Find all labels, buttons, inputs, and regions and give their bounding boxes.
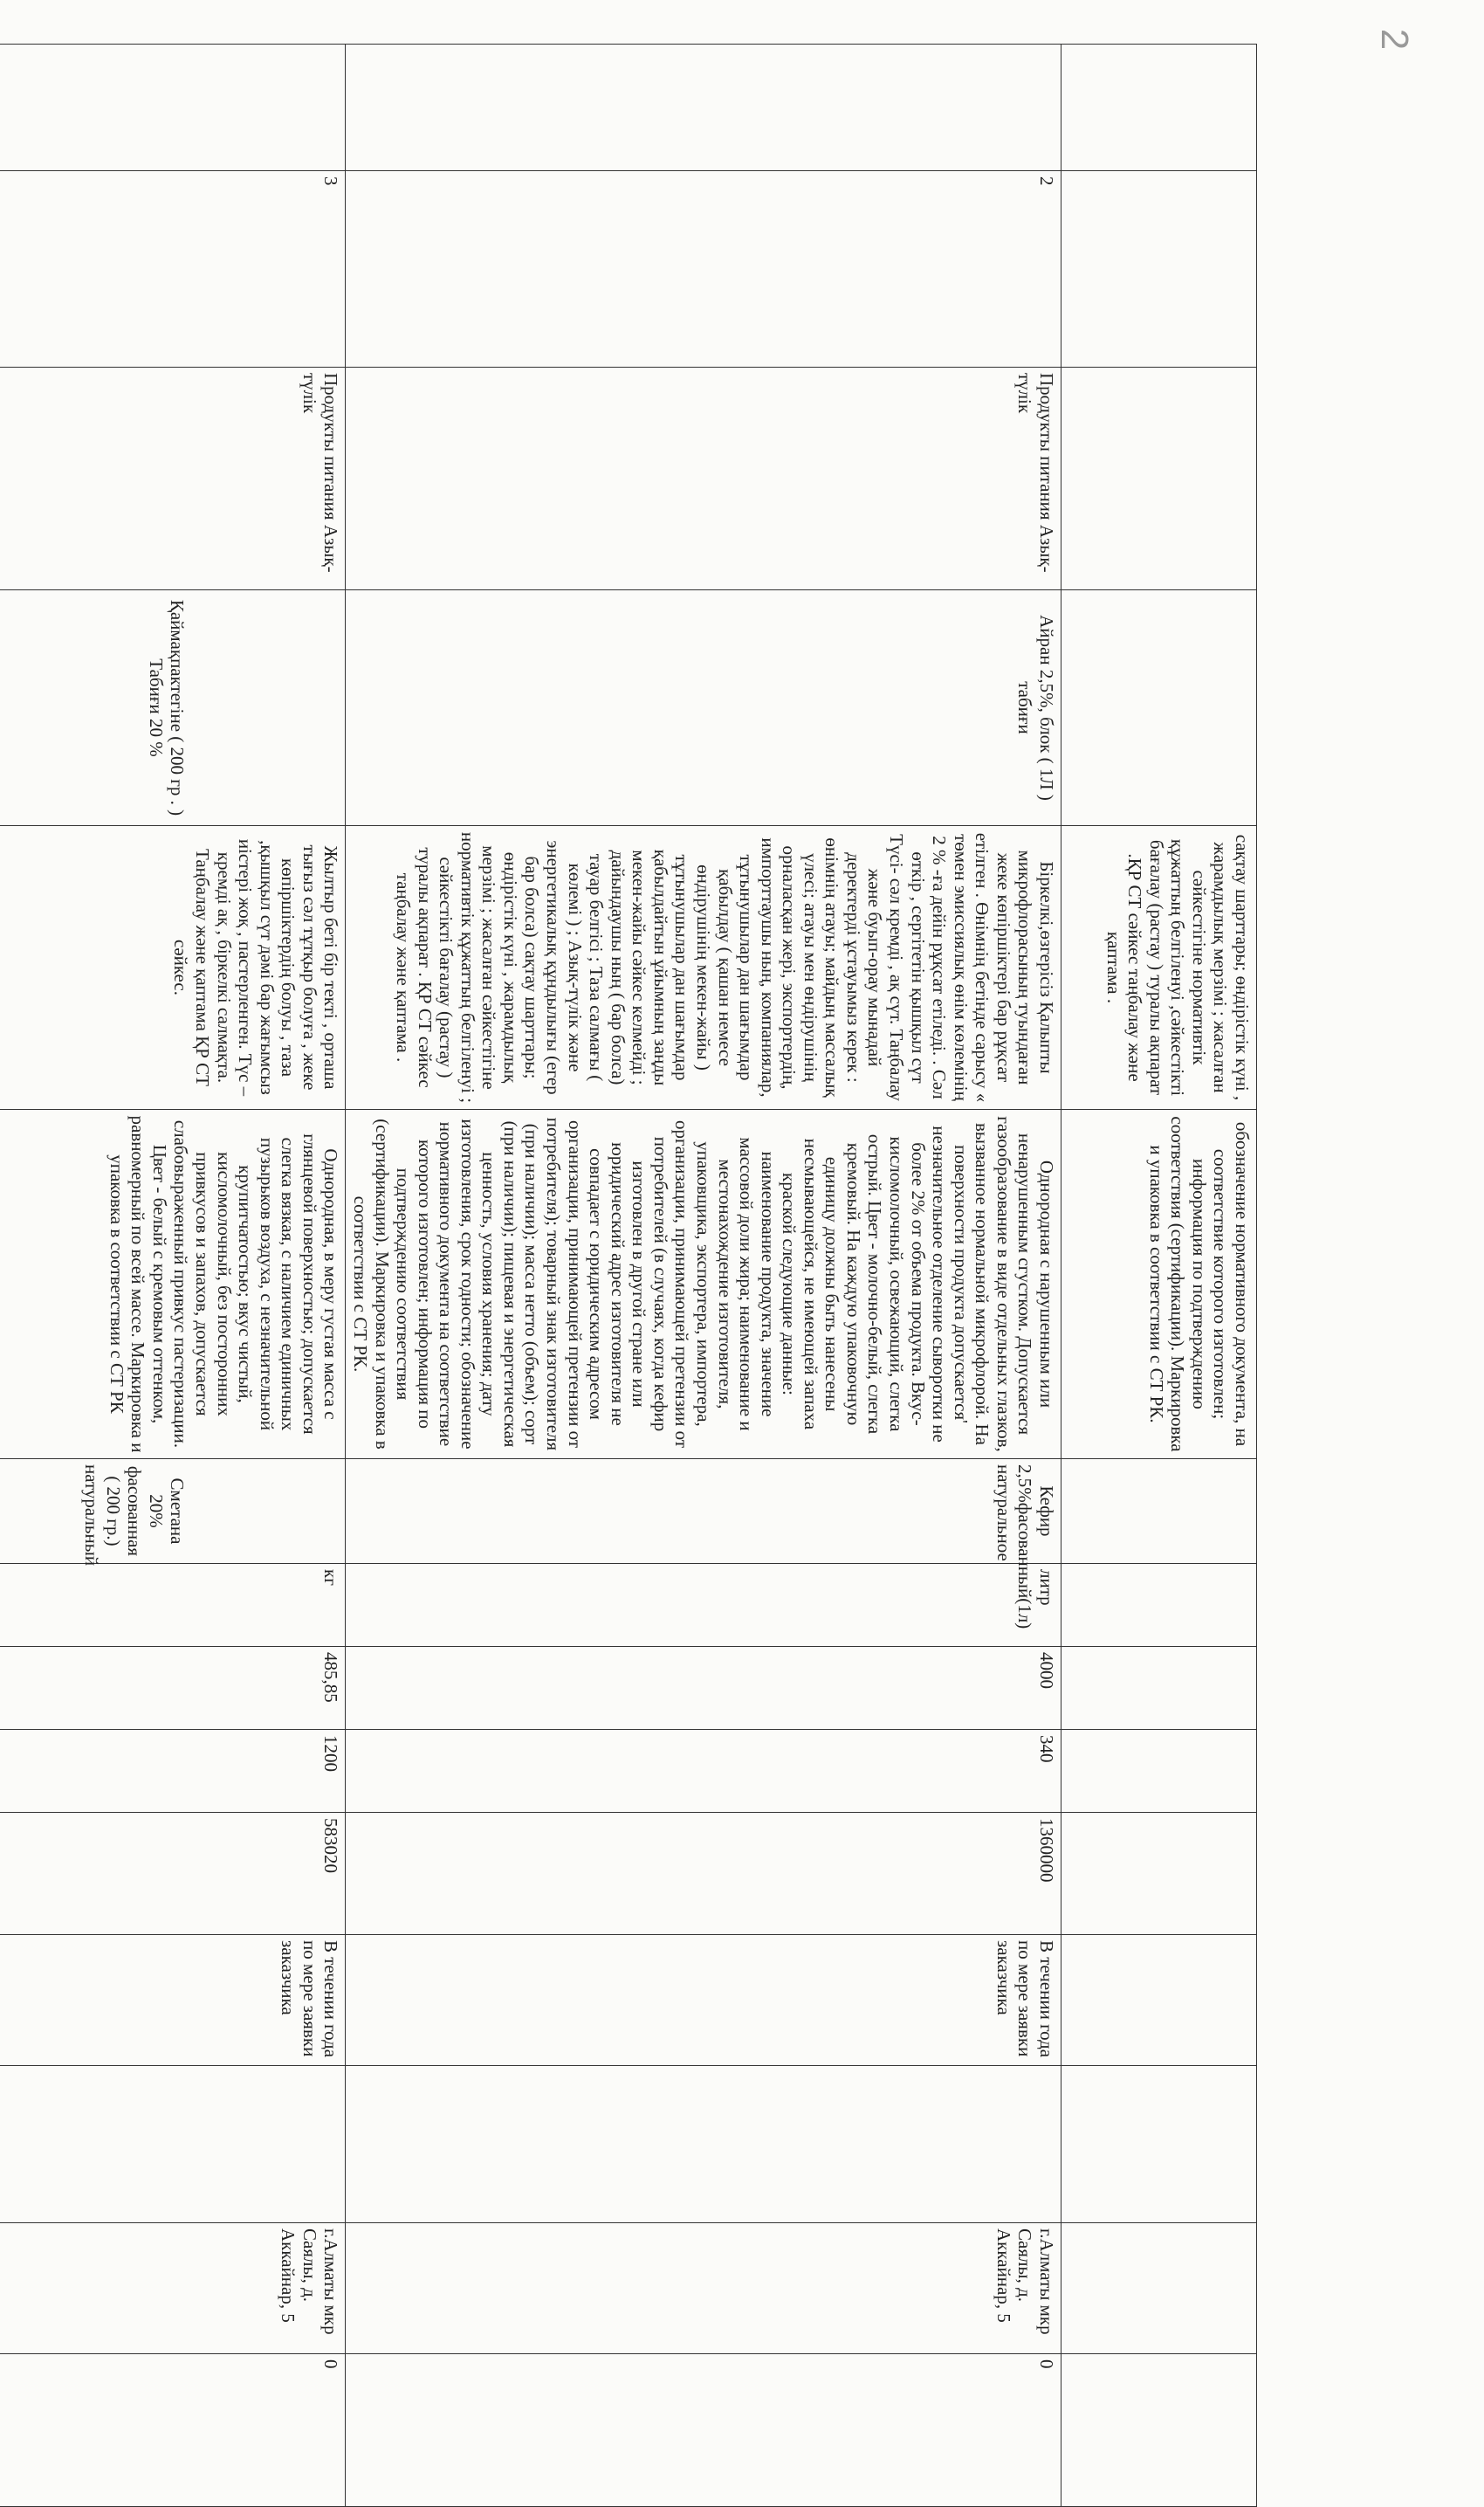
cell-advance: 0 bbox=[0, 2354, 346, 2507]
cell-description-ru: Однородная с нарушенным или ненарушенным сгустком. Допускается газообразование в виде отдельных глазков, вызванное нормальной микрофлорой. На поверхности продукта допускается' незначительное отделение сыворотки не более 2% от объема продукта. Вкус- кисломолочный, освежающий, слегка острый. Цвет - молочно-белый, слегка кремовый. На каждую упаковочную единицу должны быть нанесены несмывающейся, не имеющей запаха краской следующие данные: наименование продукта, значение массовой доли жира; наименование и местонахождение изготовителя, упаковщика, экспортера, импортера, организации, принимающей претензии от потребителей (в случаях, когда кефир изготовлен в другой стране или юридический адрес изготовителя не совпадает с юридическим адресом организации, принимающей претензии от потребителя); товарный знак изготовителя (при наличии); масса нетто (объем); сорт (при наличии); пищевая и энергетическая ценность, условия хранения; дату изготовления, срок годности; обозначение нормативного документа на соответствие которого изготовлен; информация по подтверждению соответствия (сертификации). Маркировка и упаковка в соответствии с СТ РК. bbox=[346, 1110, 1061, 1459]
cell-empty bbox=[1061, 1730, 1257, 1813]
cell-quantity: 4000 bbox=[346, 1647, 1061, 1730]
cell-row-number: 3 bbox=[0, 171, 346, 368]
cell-category: Продукты питания Азық-түлік bbox=[0, 368, 346, 590]
cell-description-ru: Однородная, в меру густая масса с глянцевой поверхностью; допускается слегка вязкая, с наличием единичных пузырьков воздуха, с незначительной крупитчатостью; вкус чистый, кисломолочный, без посторонних привкусов и запахов, допускается слабовыраженный привкус пастеризации. Цвет - белый с кремовым оттенком, равномерный по всей массе. Маркировка и упаковка в соответствии с СТ РК bbox=[0, 1110, 346, 1459]
cell-item-name-kz: Айран 2,5%, блок ( 1Л ) табиғи bbox=[346, 590, 1061, 826]
cell-empty bbox=[1061, 2354, 1257, 2507]
cell-item-name-kz: Қаймақпактегіне ( 200 гр . ) Табиғи 20 % bbox=[0, 590, 346, 826]
rotated-table-container bbox=[26, 44, 1257, 2369]
cell-empty bbox=[1061, 2066, 1257, 2223]
table-row-continuation bbox=[1061, 45, 1257, 2507]
cell-quantity: 485,85 bbox=[0, 1647, 346, 1730]
table-row bbox=[0, 45, 346, 2507]
cell-empty bbox=[0, 2066, 346, 2223]
cell-empty bbox=[1061, 1564, 1257, 1647]
cell-empty bbox=[1061, 368, 1257, 590]
cell-description-ru: обозначение нормативного документа, на соответствие которого изготовлен; информация по подтверждению соответствия (сертификации). Маркировка и упаковка в соответствии с СТ РК. bbox=[1061, 1110, 1257, 1459]
cell-price: 1200 bbox=[0, 1730, 346, 1813]
cell-advance: 0 bbox=[346, 2354, 1061, 2507]
page-number: 2 bbox=[1373, 28, 1417, 51]
cell-empty bbox=[1061, 2223, 1257, 2354]
cell-price: 340 bbox=[346, 1730, 1061, 1813]
cell-empty bbox=[1061, 171, 1257, 368]
cell-description-kz: Жылтыр беті бір текті , орташа тығыз сәл тұтқыр болуға , жеке көпіршіктердің болуы , таза ,қышқыл сүт дәмі бар жағымсыз иістері жоқ , пастерленген. Түс –кремді ақ , біркелкі салмақта. Таңбалау және қаптама ҚР СТ сәйкес. bbox=[0, 826, 346, 1110]
cell-unit: кг bbox=[0, 1564, 346, 1647]
procurement-table bbox=[0, 44, 1257, 2507]
cell-empty bbox=[346, 45, 1061, 171]
cell-row-number: 2 bbox=[346, 171, 1061, 368]
cell-empty bbox=[1061, 1935, 1257, 2066]
table-row bbox=[346, 45, 1061, 2507]
cell-empty bbox=[1061, 1459, 1257, 1564]
cell-empty bbox=[1061, 45, 1257, 171]
cell-item-name-ru: Кефир 2,5%фасованный(1л) натуральное bbox=[346, 1459, 1061, 1564]
cell-empty bbox=[1061, 1813, 1257, 1935]
cell-delivery-address: г.Алматы мкр Саялы, д. Аккайнар, 5 bbox=[0, 2223, 346, 2354]
cell-empty bbox=[1061, 1647, 1257, 1730]
cell-empty bbox=[1061, 590, 1257, 826]
cell-item-name-ru: Сметана 20% фасованная ( 200 гр.) натуральный bbox=[0, 1459, 346, 1564]
cell-delivery-term: В течении года по мере заявки заказчика bbox=[0, 1935, 346, 2066]
cell-description-kz: сақтау шарттары; өндірістік күні , жарамдылық мерзімі ; жасалған сәйкестігіне нормативтік құжаттың белгіленуі ,сәйкестікті бағалау (растау ) туралы ақпарат .ҚР СТ сәйкес таңбалау және қаптама . bbox=[1061, 826, 1257, 1110]
cell-sum: 583020 bbox=[0, 1813, 346, 1935]
cell-empty bbox=[346, 2066, 1061, 2223]
cell-description-kz: Біркелкі,өзгерісіз Қалыпты микрофлорасының туындаған жеке көпіршіктері бар рұқсат етілген . Өнімнің бетінде сарысу « төмен эмиссиялық өнім көлемінің 2 % -ға дейін рұқсат етіледі. . Сәл өткір , сергітетін қышқыл сүт Түсі- сәл кремді , ақ сүт. Таңбалау және буып-орау мынадай деректерді ұстауымыз керек : өнімнің атауы; майдың массалық үлесі; атауы мен өндірушінің орналасқан жері, экспортердің, импорттаушы ның, компаниялар, тұтынушылар дан шағымдар қабылдау ( қашан немесе өндірушінің мекен-жайы ) тұтынушылар дан шағымдар қабылдайтын ұйымның заңды мекен-жайы сәйкес келмейді ; дайындаушы ның ( бар болса) тауар белгісі ; Таза салмағы ( көлемі ) ; Азық-түлік және энергетикалық құндылығы (егер бар болса) сақтау шарттары; өндірістік күні , жарамдылық мерзімі ; жасалған сәйкестігіне нормативтік құжаттың белгіленуі ; сәйкестікті бағалау (растау ) туралы ақпарат . ҚР СТ сәйкес таңбалау және қаптама . bbox=[346, 826, 1061, 1110]
cell-empty bbox=[0, 45, 346, 171]
cell-sum: 1360000 bbox=[346, 1813, 1061, 1935]
cell-delivery-address: г.Алматы мкр Саялы, д. Аккайнар, 5 bbox=[346, 2223, 1061, 2354]
cell-category: Продукты питания Азық-түлік bbox=[346, 368, 1061, 590]
cell-delivery-term: В течении года по мере заявки заказчика bbox=[346, 1935, 1061, 2066]
cell-unit: литр bbox=[346, 1564, 1061, 1647]
